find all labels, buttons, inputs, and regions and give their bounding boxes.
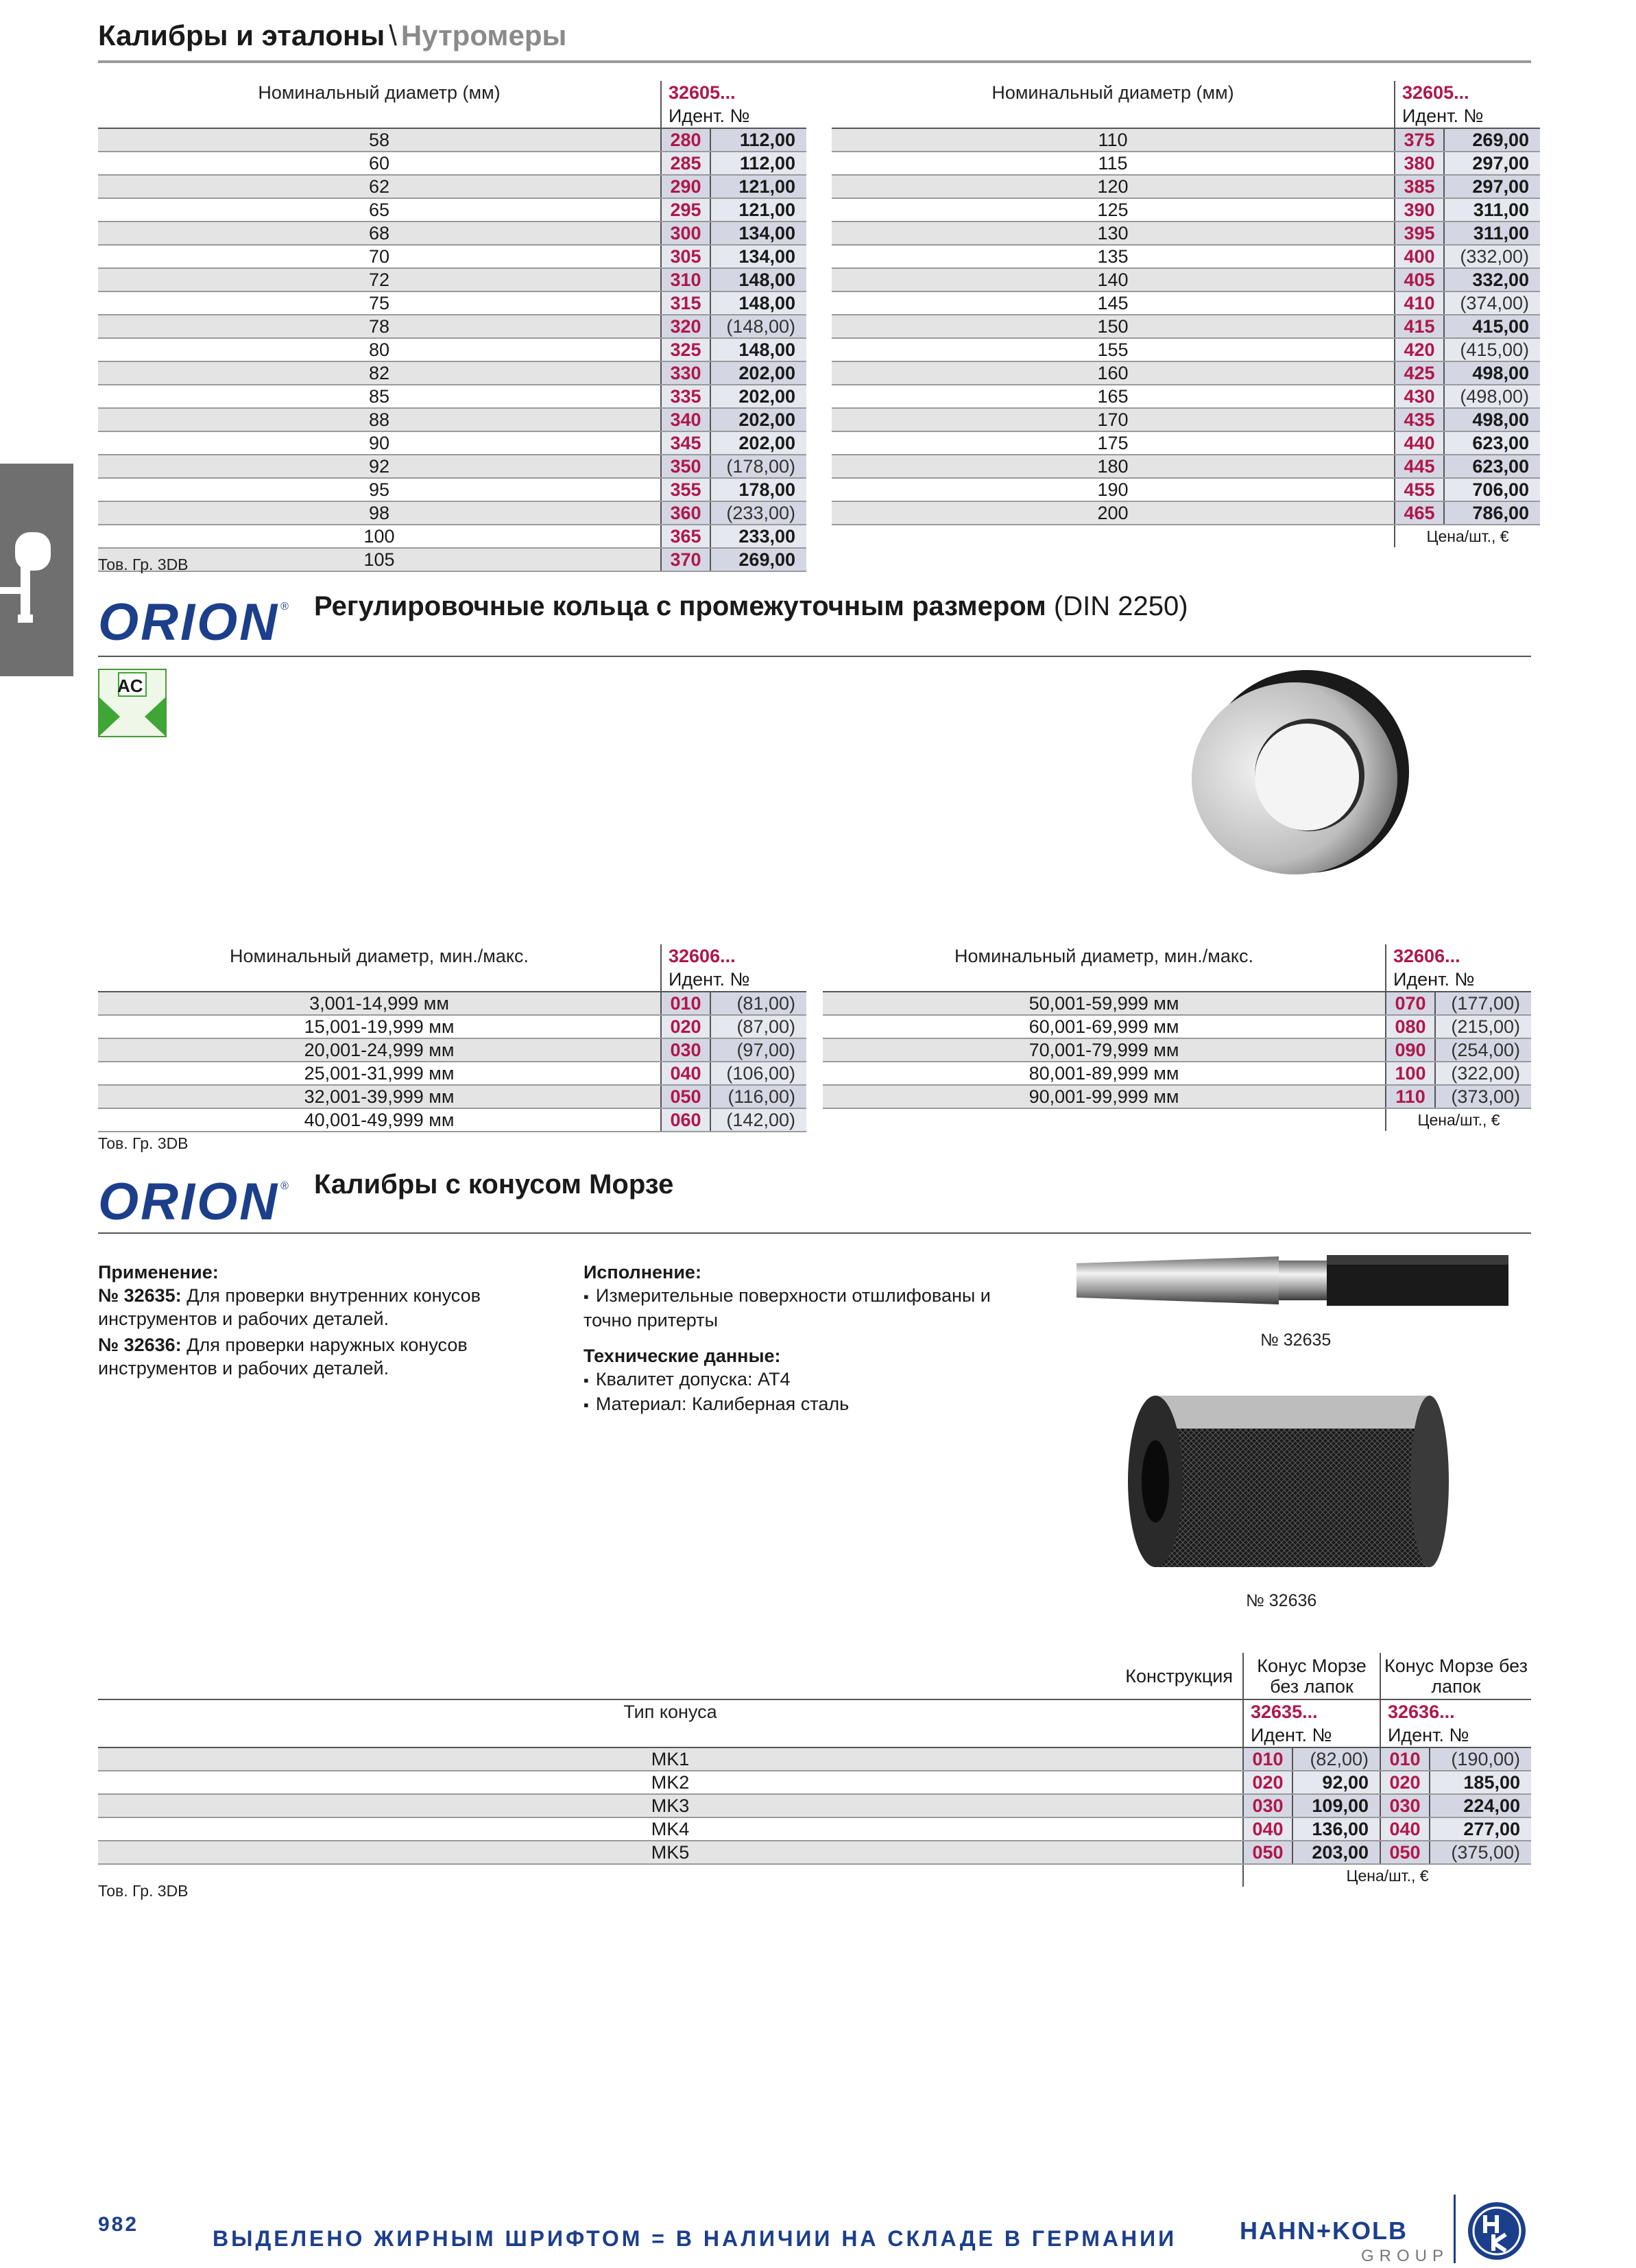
group-note: Тов. Гр. 3DB bbox=[98, 1134, 189, 1152]
table-row bbox=[98, 525, 806, 548]
cell-id-a: 010 bbox=[1243, 1747, 1292, 1771]
section-title-morse: Калибры с конусом Морзе bbox=[314, 1169, 674, 1199]
cell-id: 370 bbox=[661, 548, 710, 571]
table-row bbox=[98, 222, 806, 245]
table-row bbox=[832, 245, 1540, 268]
cell-diameter: 95 bbox=[98, 478, 661, 501]
tech-item: ▪ Материал: Калиберная сталь bbox=[584, 1392, 1036, 1417]
cell-diameter: 58 bbox=[98, 128, 661, 152]
table-row bbox=[832, 338, 1540, 361]
cell-diameter: 80 bbox=[98, 338, 661, 361]
cell-diameter: 155 bbox=[832, 338, 1395, 361]
cell-id: 305 bbox=[661, 245, 710, 268]
cell-diameter: 40,001-49,999 мм bbox=[98, 1108, 661, 1132]
table-32605-left bbox=[98, 81, 806, 572]
group-note: Тов. Гр. 3DB bbox=[98, 556, 189, 573]
cell-diameter: 150 bbox=[832, 315, 1395, 338]
table-row bbox=[823, 992, 1531, 1015]
cell-price: 121,00 bbox=[710, 198, 806, 222]
cell-id: 435 bbox=[1395, 408, 1444, 431]
cell-id: 395 bbox=[1395, 222, 1444, 245]
table-32606-right bbox=[823, 944, 1531, 1131]
cell-price: (373,00) bbox=[1435, 1085, 1531, 1108]
table-row bbox=[98, 152, 806, 175]
table-row bbox=[98, 455, 806, 478]
cell-price: 332,00 bbox=[1444, 268, 1540, 291]
cell-price: 112,00 bbox=[710, 152, 806, 175]
table-row bbox=[98, 1771, 1531, 1794]
table-row bbox=[823, 1062, 1531, 1085]
setting-ring-icon bbox=[1186, 669, 1412, 878]
cell-id-b: 010 bbox=[1380, 1747, 1430, 1771]
cell-diameter: 90,001-99,999 мм bbox=[823, 1085, 1386, 1108]
construction-a: Конус Морзе без лапок bbox=[1243, 1653, 1380, 1699]
cell-diameter: 80,001-89,999 мм bbox=[823, 1062, 1386, 1085]
article-number: 32606... bbox=[1386, 944, 1531, 968]
table-row bbox=[832, 152, 1540, 175]
id-label: Идент. № bbox=[1243, 1723, 1380, 1747]
cell-price: 415,00 bbox=[1444, 315, 1540, 338]
table-row bbox=[98, 198, 806, 222]
cell-price: (233,00) bbox=[710, 501, 806, 525]
table-row bbox=[98, 1062, 806, 1085]
cell-price: (148,00) bbox=[710, 315, 806, 338]
price-note: Цена/шт., € bbox=[1243, 1864, 1531, 1887]
hahn-kolb-logo: HAHN+KOLB bbox=[1240, 2217, 1408, 2245]
cell-diameter: 130 bbox=[832, 222, 1395, 245]
cell-diameter: 75 bbox=[98, 291, 661, 315]
cell-diameter: 88 bbox=[98, 408, 661, 431]
table-row bbox=[98, 431, 806, 455]
header-rule bbox=[98, 60, 1531, 63]
cell-id: 290 bbox=[661, 175, 710, 198]
cell-id-b: 020 bbox=[1380, 1771, 1430, 1794]
cell-id: 360 bbox=[661, 501, 710, 525]
table-row bbox=[823, 1015, 1531, 1038]
cell-diameter: 78 bbox=[98, 315, 661, 338]
cell-price: (178,00) bbox=[710, 455, 806, 478]
cell-diameter: 170 bbox=[832, 408, 1395, 431]
cell-id: 455 bbox=[1395, 478, 1444, 501]
cell-id: 445 bbox=[1395, 455, 1444, 478]
cell-id: 080 bbox=[1386, 1015, 1435, 1038]
orion-logo: ORION ® bbox=[98, 1173, 289, 1231]
cell-diameter: 82 bbox=[98, 361, 661, 385]
cell-price: 202,00 bbox=[710, 431, 806, 455]
cell-price: (498,00) bbox=[1444, 385, 1540, 408]
section-title-rings: Регулировочные кольца с промежуточным размером (DIN 2250) bbox=[314, 591, 1188, 621]
cell-id: 400 bbox=[1395, 245, 1444, 268]
ring-gauge-icon bbox=[1114, 1375, 1450, 1574]
cell-price: 269,00 bbox=[710, 548, 806, 571]
side-tab bbox=[0, 464, 73, 676]
cell-price: (116,00) bbox=[710, 1085, 806, 1108]
cell-diameter: 68 bbox=[98, 222, 661, 245]
table-row bbox=[98, 128, 806, 152]
cell-price: 311,00 bbox=[1444, 222, 1540, 245]
construction-b: Конус Морзе без лапок bbox=[1380, 1653, 1531, 1699]
cell-diameter: 3,001-14,999 мм bbox=[98, 992, 661, 1015]
cell-diameter: 65 bbox=[98, 198, 661, 222]
table-row bbox=[98, 291, 806, 315]
table-row bbox=[823, 1085, 1531, 1108]
cell-price: 202,00 bbox=[710, 361, 806, 385]
cell-diameter: 165 bbox=[832, 385, 1395, 408]
cell-id-a: 040 bbox=[1243, 1817, 1292, 1841]
table-row bbox=[98, 478, 806, 501]
cell-price: 178,00 bbox=[710, 478, 806, 501]
section-rule bbox=[98, 656, 1531, 657]
cell-id: 070 bbox=[1386, 992, 1435, 1015]
hk-emblem-icon bbox=[1466, 2200, 1528, 2265]
cell-price: 311,00 bbox=[1444, 198, 1540, 222]
cell-id: 325 bbox=[661, 338, 710, 361]
cell-diameter: 62 bbox=[98, 175, 661, 198]
price-note: Цена/шт., € bbox=[1386, 1108, 1531, 1131]
cell-diameter: 160 bbox=[832, 361, 1395, 385]
cell-id-b: 050 bbox=[1380, 1841, 1430, 1864]
cell-id: 375 bbox=[1395, 128, 1444, 152]
cone-type-label: Тип конуса bbox=[623, 1702, 717, 1722]
cell-id: 110 bbox=[1386, 1085, 1435, 1108]
table-row bbox=[98, 385, 806, 408]
article-number: 32605... bbox=[661, 81, 806, 104]
table-row bbox=[98, 175, 806, 198]
cell-price: 498,00 bbox=[1444, 361, 1540, 385]
article-number-b: 32636... bbox=[1380, 1699, 1531, 1723]
cell-diameter: 145 bbox=[832, 291, 1395, 315]
cell-id-a: 020 bbox=[1243, 1771, 1292, 1794]
section-rule bbox=[98, 1232, 1531, 1234]
cell-id: 380 bbox=[1395, 152, 1444, 175]
ac-badge: AC bbox=[98, 669, 167, 737]
table-row bbox=[832, 175, 1540, 198]
cell-diameter: 90 bbox=[98, 431, 661, 455]
cell-price: 134,00 bbox=[710, 245, 806, 268]
table-row bbox=[98, 501, 806, 525]
cell-diameter: 60,001-69,999 мм bbox=[823, 1015, 1386, 1038]
cell-diameter: 25,001-31,999 мм bbox=[98, 1062, 661, 1085]
article-number: 32606... bbox=[661, 944, 806, 968]
table-row bbox=[832, 501, 1540, 525]
cell-id-b: 030 bbox=[1380, 1794, 1430, 1817]
cell-price: (87,00) bbox=[710, 1015, 806, 1038]
cell-price: 297,00 bbox=[1444, 175, 1540, 198]
table-row bbox=[98, 1817, 1531, 1841]
cell-price: 297,00 bbox=[1444, 152, 1540, 175]
cell-price-a: 109,00 bbox=[1292, 1794, 1380, 1817]
cell-diameter: 70,001-79,999 мм bbox=[823, 1038, 1386, 1062]
cell-diameter: 70 bbox=[98, 245, 661, 268]
cell-price-a: 92,00 bbox=[1292, 1771, 1380, 1794]
article-number-a: 32635... bbox=[1243, 1699, 1380, 1723]
cell-cone-type: MK4 bbox=[98, 1817, 1243, 1841]
cell-id: 050 bbox=[661, 1085, 710, 1108]
table-row bbox=[832, 268, 1540, 291]
table-row bbox=[98, 408, 806, 431]
cell-price: 202,00 bbox=[710, 385, 806, 408]
table-row bbox=[98, 1085, 806, 1108]
table-row bbox=[98, 1841, 1531, 1864]
cell-id: 100 bbox=[1386, 1062, 1435, 1085]
table-row bbox=[98, 1794, 1531, 1817]
cell-price: 269,00 bbox=[1444, 128, 1540, 152]
cell-diameter: 175 bbox=[832, 431, 1395, 455]
table-row bbox=[98, 245, 806, 268]
cell-diameter: 140 bbox=[832, 268, 1395, 291]
id-label: Идент. № bbox=[661, 968, 806, 992]
morse-ring-gauge-image bbox=[1114, 1375, 1450, 1574]
cell-price: (106,00) bbox=[710, 1062, 806, 1085]
cell-price: 786,00 bbox=[1444, 501, 1540, 525]
cell-diameter: 20,001-24,999 мм bbox=[98, 1038, 661, 1062]
cell-price-b: (190,00) bbox=[1430, 1747, 1531, 1771]
table-row bbox=[832, 315, 1540, 338]
bore-gauge-icon bbox=[0, 505, 73, 642]
table-row bbox=[832, 478, 1540, 501]
orion-logo: ORION ® bbox=[98, 593, 289, 652]
table-row bbox=[832, 361, 1540, 385]
cell-price-b: 277,00 bbox=[1430, 1817, 1531, 1841]
logo-group: GROUP bbox=[1361, 2247, 1449, 2265]
cell-id: 090 bbox=[1386, 1038, 1435, 1062]
cell-id: 010 bbox=[661, 992, 710, 1015]
cell-id: 440 bbox=[1395, 431, 1444, 455]
page-number: 982 bbox=[98, 2213, 139, 2236]
table-32606-left bbox=[98, 944, 806, 1132]
cell-diameter: 200 bbox=[832, 501, 1395, 525]
cell-cone-type: MK1 bbox=[98, 1747, 1243, 1771]
cell-price: 148,00 bbox=[710, 291, 806, 315]
cell-id: 295 bbox=[661, 198, 710, 222]
id-label: Идент. № bbox=[1386, 968, 1531, 992]
cell-diameter: 135 bbox=[832, 245, 1395, 268]
cell-diameter: 85 bbox=[98, 385, 661, 408]
cell-id: 405 bbox=[1395, 268, 1444, 291]
table-row bbox=[832, 455, 1540, 478]
cell-price: 202,00 bbox=[710, 408, 806, 431]
logo-divider bbox=[1454, 2195, 1456, 2263]
cell-id: 425 bbox=[1395, 361, 1444, 385]
cell-price-b: (375,00) bbox=[1430, 1841, 1531, 1864]
cell-price: 112,00 bbox=[710, 128, 806, 152]
cell-diameter: 60 bbox=[98, 152, 661, 175]
cell-price-a: 136,00 bbox=[1292, 1817, 1380, 1841]
cell-diameter: 50,001-59,999 мм bbox=[823, 992, 1386, 1015]
cell-price: 121,00 bbox=[710, 175, 806, 198]
table-row bbox=[98, 1747, 1531, 1771]
cell-id: 390 bbox=[1395, 198, 1444, 222]
cell-price-a: (82,00) bbox=[1292, 1747, 1380, 1771]
article-number: 32605... bbox=[1395, 81, 1540, 104]
application-block: Применение: № 32635: Для проверки внутренних конусов инструментов и рабочих деталей. № 32636: Для проверки наружных конусов инструментов и рабочих деталей. bbox=[98, 1262, 481, 1378]
cell-id: 315 bbox=[661, 291, 710, 315]
table-row bbox=[832, 408, 1540, 431]
table-row bbox=[98, 361, 806, 385]
table-morse bbox=[98, 1653, 1531, 1887]
id-label: Идент. № bbox=[1395, 104, 1540, 128]
cell-id: 410 bbox=[1395, 291, 1444, 315]
table-row bbox=[832, 128, 1540, 152]
setting-ring-image bbox=[1186, 669, 1412, 878]
table-row bbox=[832, 222, 1540, 245]
plug-gauge-icon bbox=[1073, 1250, 1512, 1311]
cell-price: (332,00) bbox=[1444, 245, 1540, 268]
image-caption: № 32636 bbox=[1246, 1591, 1317, 1610]
cell-price: (415,00) bbox=[1444, 338, 1540, 361]
cell-price: (97,00) bbox=[710, 1038, 806, 1062]
execution-block: Исполнение: ▪ Измерительные поверхности отшлифованы и точно притерты Технические данные: ▪ Квалитет допуска: AT4 ▪ Материал: Калиберная сталь bbox=[584, 1261, 1036, 1417]
construction-label: Конструкция bbox=[98, 1653, 1243, 1699]
stock-note: ВЫДЕЛЕНО ЖИРНЫМ ШРИФТОМ = В НАЛИЧИИ НА СКЛАДЕ В ГЕРМАНИИ bbox=[213, 2226, 1177, 2251]
cell-id: 420 bbox=[1395, 338, 1444, 361]
cell-id-b: 040 bbox=[1380, 1817, 1430, 1841]
execution-item: ▪ Измерительные поверхности отшлифованы и точно притерты bbox=[584, 1284, 1036, 1332]
cell-diameter: 72 bbox=[98, 268, 661, 291]
table-32605-right bbox=[832, 81, 1540, 547]
col-header-diameter-range: Номинальный диаметр, мин./макс. bbox=[954, 946, 1253, 966]
cell-price-b: 185,00 bbox=[1430, 1771, 1531, 1794]
cell-price: (254,00) bbox=[1435, 1038, 1531, 1062]
cell-diameter: 190 bbox=[832, 478, 1395, 501]
cell-cone-type: MK3 bbox=[98, 1794, 1243, 1817]
table-row bbox=[98, 268, 806, 291]
cell-id: 030 bbox=[661, 1038, 710, 1062]
table-row bbox=[98, 1108, 806, 1132]
image-caption: № 32635 bbox=[1260, 1330, 1332, 1350]
table-row bbox=[832, 431, 1540, 455]
table-row bbox=[98, 548, 806, 571]
table-row bbox=[823, 1038, 1531, 1062]
id-label: Идент. № bbox=[1380, 1723, 1531, 1747]
cell-diameter: 92 bbox=[98, 455, 661, 478]
cell-id: 430 bbox=[1395, 385, 1444, 408]
col-header-diameter: Номинальный диаметр (мм) bbox=[258, 82, 501, 103]
cell-id: 385 bbox=[1395, 175, 1444, 198]
cell-diameter: 105 bbox=[98, 548, 661, 571]
cell-price: (81,00) bbox=[710, 992, 806, 1015]
cell-price: (177,00) bbox=[1435, 992, 1531, 1015]
cell-id-a: 050 bbox=[1243, 1841, 1292, 1864]
cell-price-b: 224,00 bbox=[1430, 1794, 1531, 1817]
cell-price: 623,00 bbox=[1444, 431, 1540, 455]
cell-diameter: 98 bbox=[98, 501, 661, 525]
table-row bbox=[98, 315, 806, 338]
cell-id: 330 bbox=[661, 361, 710, 385]
cell-id: 280 bbox=[661, 128, 710, 152]
col-header-diameter: Номинальный диаметр (мм) bbox=[991, 82, 1234, 103]
cell-id: 285 bbox=[661, 152, 710, 175]
cell-price: (215,00) bbox=[1435, 1015, 1531, 1038]
cell-id-a: 030 bbox=[1243, 1794, 1292, 1817]
cell-id: 300 bbox=[661, 222, 710, 245]
cell-diameter: 180 bbox=[832, 455, 1395, 478]
cell-id: 060 bbox=[661, 1108, 710, 1132]
cell-price: 233,00 bbox=[710, 525, 806, 548]
cell-id: 350 bbox=[661, 455, 710, 478]
cell-id: 020 bbox=[661, 1015, 710, 1038]
cell-id: 335 bbox=[661, 385, 710, 408]
cell-id: 365 bbox=[661, 525, 710, 548]
cell-price: 706,00 bbox=[1444, 478, 1540, 501]
cell-price: (374,00) bbox=[1444, 291, 1540, 315]
cell-price: 623,00 bbox=[1444, 455, 1540, 478]
cell-price: (322,00) bbox=[1435, 1062, 1531, 1085]
cell-diameter: 15,001-19,999 мм bbox=[98, 1015, 661, 1038]
morse-plug-gauge-image bbox=[1073, 1250, 1512, 1311]
table-row bbox=[98, 338, 806, 361]
id-label: Идент. № bbox=[661, 104, 806, 128]
cell-cone-type: MK2 bbox=[98, 1771, 1243, 1794]
page-title: Калибры и эталоны \ Нутромеры bbox=[98, 19, 567, 51]
cell-diameter: 115 bbox=[832, 152, 1395, 175]
cell-id: 415 bbox=[1395, 315, 1444, 338]
cell-diameter: 125 bbox=[832, 198, 1395, 222]
cell-id: 040 bbox=[661, 1062, 710, 1085]
cell-diameter: 110 bbox=[832, 128, 1395, 152]
tech-item: ▪ Квалитет допуска: AT4 bbox=[584, 1368, 1036, 1392]
cell-price: 148,00 bbox=[710, 268, 806, 291]
cell-price: (142,00) bbox=[710, 1108, 806, 1132]
cell-diameter: 100 bbox=[98, 525, 661, 548]
cell-cone-type: MK5 bbox=[98, 1841, 1243, 1864]
cell-id: 310 bbox=[661, 268, 710, 291]
cell-price: 148,00 bbox=[710, 338, 806, 361]
table-row bbox=[98, 992, 806, 1015]
cell-price: 498,00 bbox=[1444, 408, 1540, 431]
table-row bbox=[832, 291, 1540, 315]
table-row bbox=[98, 1015, 806, 1038]
table-row bbox=[832, 385, 1540, 408]
cell-price: 134,00 bbox=[710, 222, 806, 245]
cell-id: 320 bbox=[661, 315, 710, 338]
cell-id: 465 bbox=[1395, 501, 1444, 525]
cell-diameter: 32,001-39,999 мм bbox=[98, 1085, 661, 1108]
cell-id: 345 bbox=[661, 431, 710, 455]
table-row bbox=[98, 1038, 806, 1062]
cell-price-a: 203,00 bbox=[1292, 1841, 1380, 1864]
group-note: Тов. Гр. 3DB bbox=[98, 1882, 189, 1900]
price-note: Цена/шт., € bbox=[1395, 525, 1540, 547]
table-row bbox=[832, 198, 1540, 222]
cell-id: 340 bbox=[661, 408, 710, 431]
col-header-diameter-range: Номинальный диаметр, мин./макс. bbox=[230, 946, 529, 966]
cell-diameter: 120 bbox=[832, 175, 1395, 198]
cell-id: 355 bbox=[661, 478, 710, 501]
